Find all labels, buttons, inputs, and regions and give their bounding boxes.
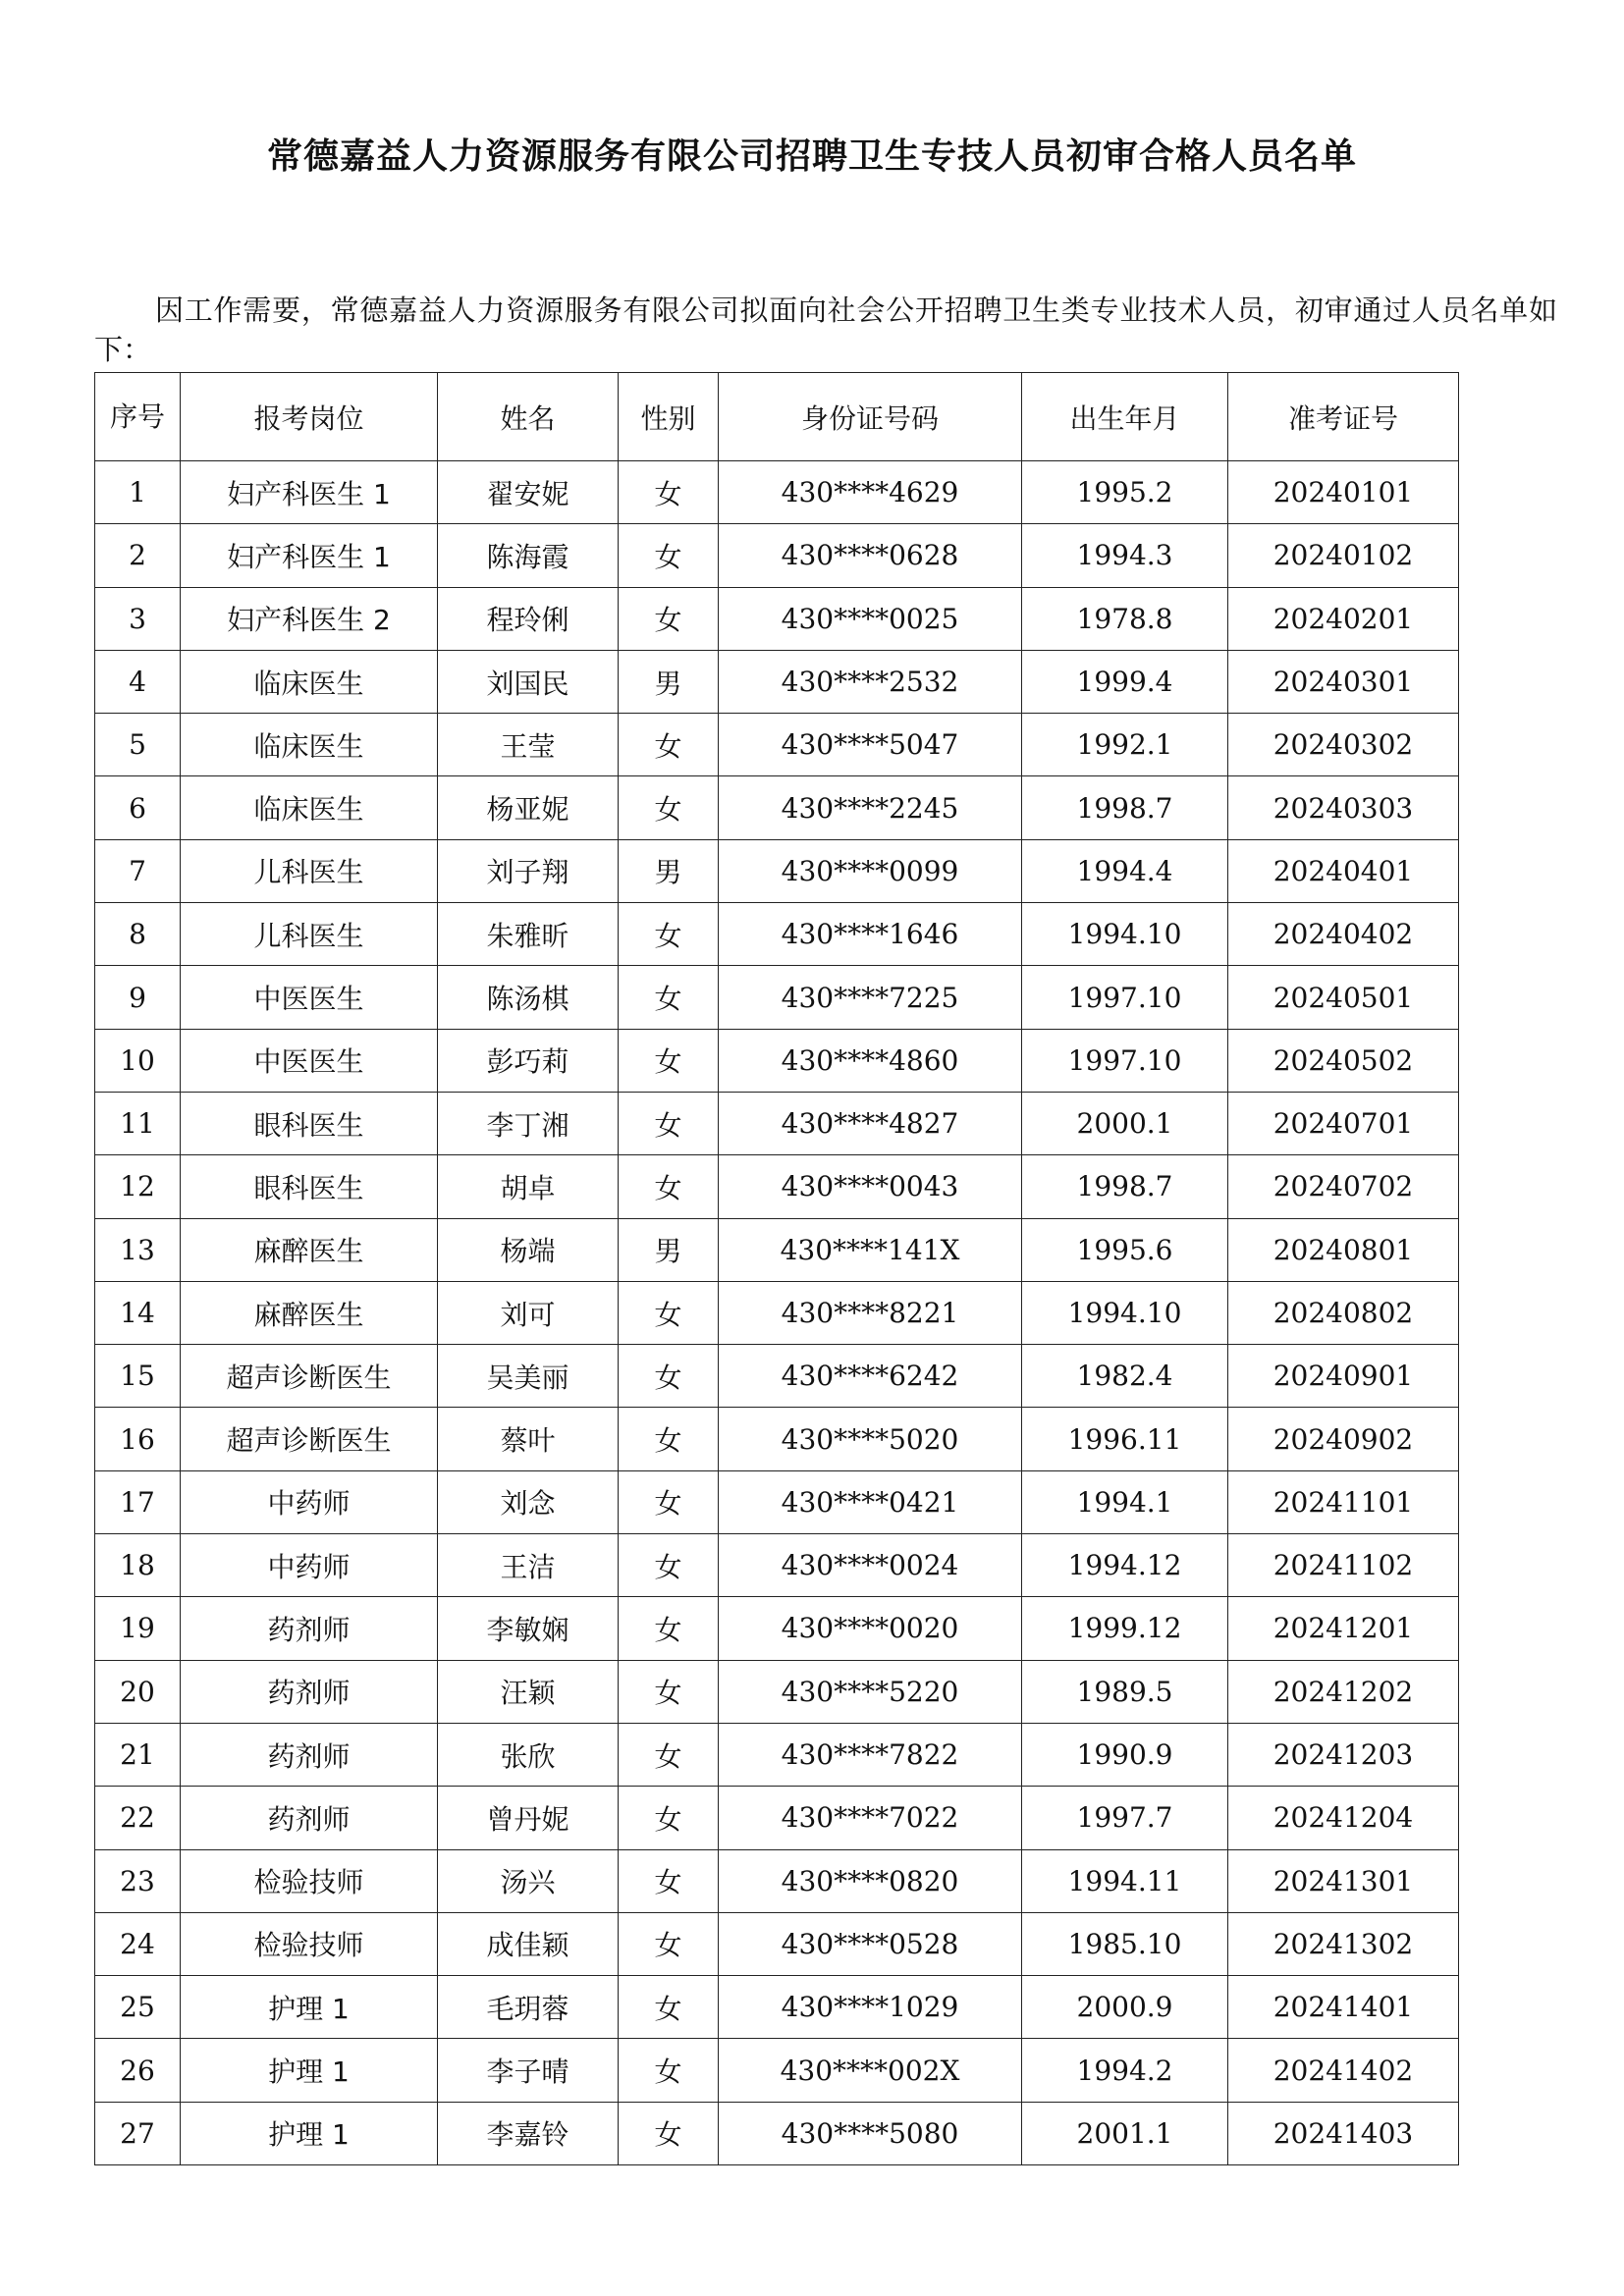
table-row bbox=[95, 2102, 1459, 2164]
cell-name: 刘国民 bbox=[438, 650, 619, 713]
cell-name: 程玲俐 bbox=[438, 587, 619, 650]
table-row bbox=[95, 1912, 1459, 1975]
cell-name: 张欣 bbox=[438, 1723, 619, 1786]
cell-birth: 1992.1 bbox=[1022, 714, 1228, 776]
cell-name: 刘子翔 bbox=[438, 839, 619, 902]
cell-id-number: 430****2245 bbox=[719, 776, 1022, 839]
cell-birth: 1999.12 bbox=[1022, 1597, 1228, 1660]
cell-id-number: 430****7822 bbox=[719, 1723, 1022, 1786]
cell-birth: 1998.7 bbox=[1022, 776, 1228, 839]
cell-seq: 14 bbox=[95, 1281, 181, 1344]
cell-exam-no: 20240802 bbox=[1228, 1281, 1459, 1344]
cell-exam-no: 20240501 bbox=[1228, 966, 1459, 1029]
cell-seq: 5 bbox=[95, 714, 181, 776]
cell-seq: 26 bbox=[95, 2039, 181, 2102]
cell-id-number: 430****5220 bbox=[719, 1660, 1022, 1723]
cell-exam-no: 20241302 bbox=[1228, 1912, 1459, 1975]
cell-gender: 女 bbox=[619, 1408, 719, 1470]
cell-name: 杨亚妮 bbox=[438, 776, 619, 839]
cell-id-number: 430****2532 bbox=[719, 650, 1022, 713]
intro-paragraph: 因工作需要，常德嘉益人力资源服务有限公司拟面向社会公开招聘卫生类专业技术人员，初审通过人员名单如下： bbox=[94, 294, 1557, 366]
cell-position: 药剂师 bbox=[181, 1660, 438, 1723]
cell-position: 检验技师 bbox=[181, 1849, 438, 1912]
header-row bbox=[95, 373, 1459, 461]
cell-position: 护理 1 bbox=[181, 2039, 438, 2102]
cell-gender: 女 bbox=[619, 1976, 719, 2039]
cell-gender: 女 bbox=[619, 2039, 719, 2102]
cell-id-number: 430****4629 bbox=[719, 461, 1022, 524]
cell-id-number: 430****0025 bbox=[719, 587, 1022, 650]
cell-id-number: 430****4827 bbox=[719, 1092, 1022, 1154]
table-row bbox=[95, 903, 1459, 966]
cell-exam-no: 20240101 bbox=[1228, 461, 1459, 524]
header-name: 姓名 bbox=[438, 373, 619, 461]
cell-exam-no: 20241102 bbox=[1228, 1534, 1459, 1597]
cell-position: 检验技师 bbox=[181, 1912, 438, 1975]
cell-name: 李丁湘 bbox=[438, 1092, 619, 1154]
cell-id-number: 430****5080 bbox=[719, 2102, 1022, 2164]
header-position: 报考岗位 bbox=[181, 373, 438, 461]
cell-seq: 12 bbox=[95, 1155, 181, 1218]
table-row bbox=[95, 524, 1459, 587]
cell-seq: 8 bbox=[95, 903, 181, 966]
cell-gender: 女 bbox=[619, 587, 719, 650]
cell-seq: 7 bbox=[95, 839, 181, 902]
cell-id-number: 430****0099 bbox=[719, 839, 1022, 902]
cell-name: 彭巧莉 bbox=[438, 1029, 619, 1092]
cell-position: 妇产科医生 1 bbox=[181, 461, 438, 524]
cell-id-number: 430****1029 bbox=[719, 1976, 1022, 2039]
cell-exam-no: 20240201 bbox=[1228, 587, 1459, 650]
table-row bbox=[95, 461, 1459, 524]
cell-id-number: 430****8221 bbox=[719, 1281, 1022, 1344]
table-row bbox=[95, 1597, 1459, 1660]
cell-id-number: 430****5020 bbox=[719, 1408, 1022, 1470]
cell-name: 杨端 bbox=[438, 1218, 619, 1281]
cell-gender: 女 bbox=[619, 1345, 719, 1408]
cell-birth: 1994.12 bbox=[1022, 1534, 1228, 1597]
cell-gender: 女 bbox=[619, 1029, 719, 1092]
cell-name: 毛玥蓉 bbox=[438, 1976, 619, 2039]
cell-id-number: 430****0043 bbox=[719, 1155, 1022, 1218]
cell-exam-no: 20240402 bbox=[1228, 903, 1459, 966]
cell-position: 中医医生 bbox=[181, 1029, 438, 1092]
cell-position: 超声诊断医生 bbox=[181, 1345, 438, 1408]
cell-id-number: 430****6242 bbox=[719, 1345, 1022, 1408]
cell-birth: 1997.10 bbox=[1022, 966, 1228, 1029]
cell-exam-no: 20241402 bbox=[1228, 2039, 1459, 2102]
cell-gender: 女 bbox=[619, 1849, 719, 1912]
table-row bbox=[95, 1155, 1459, 1218]
table-row bbox=[95, 1849, 1459, 1912]
cell-name: 陈海霞 bbox=[438, 524, 619, 587]
cell-seq: 3 bbox=[95, 587, 181, 650]
cell-name: 陈汤棋 bbox=[438, 966, 619, 1029]
cell-exam-no: 20241204 bbox=[1228, 1787, 1459, 1849]
cell-name: 胡卓 bbox=[438, 1155, 619, 1218]
cell-gender: 女 bbox=[619, 1660, 719, 1723]
table-row bbox=[95, 1534, 1459, 1597]
cell-id-number: 430****1646 bbox=[719, 903, 1022, 966]
cell-birth: 1996.11 bbox=[1022, 1408, 1228, 1470]
cell-seq: 2 bbox=[95, 524, 181, 587]
cell-seq: 10 bbox=[95, 1029, 181, 1092]
cell-position: 儿科医生 bbox=[181, 903, 438, 966]
cell-seq: 1 bbox=[95, 461, 181, 524]
cell-name: 成佳颖 bbox=[438, 1912, 619, 1975]
cell-exam-no: 20240801 bbox=[1228, 1218, 1459, 1281]
cell-id-number: 430****0024 bbox=[719, 1534, 1022, 1597]
cell-birth: 1994.4 bbox=[1022, 839, 1228, 902]
cell-exam-no: 20240502 bbox=[1228, 1029, 1459, 1092]
cell-seq: 13 bbox=[95, 1218, 181, 1281]
cell-id-number: 430****002X bbox=[719, 2039, 1022, 2102]
cell-exam-no: 20240401 bbox=[1228, 839, 1459, 902]
cell-name: 蔡叶 bbox=[438, 1408, 619, 1470]
cell-position: 妇产科医生 1 bbox=[181, 524, 438, 587]
cell-gender: 女 bbox=[619, 903, 719, 966]
table-row bbox=[95, 776, 1459, 839]
cell-name: 王莹 bbox=[438, 714, 619, 776]
cell-id-number: 430****0528 bbox=[719, 1912, 1022, 1975]
table-row bbox=[95, 2039, 1459, 2102]
cell-name: 刘可 bbox=[438, 1281, 619, 1344]
cell-gender: 男 bbox=[619, 839, 719, 902]
cell-exam-no: 20240303 bbox=[1228, 776, 1459, 839]
cell-position: 中药师 bbox=[181, 1534, 438, 1597]
cell-position: 药剂师 bbox=[181, 1723, 438, 1786]
cell-name: 李子晴 bbox=[438, 2039, 619, 2102]
cell-birth: 1994.3 bbox=[1022, 524, 1228, 587]
cell-position: 中药师 bbox=[181, 1470, 438, 1533]
candidate-table bbox=[94, 372, 1459, 2165]
cell-name: 王洁 bbox=[438, 1534, 619, 1597]
cell-seq: 25 bbox=[95, 1976, 181, 2039]
table-row bbox=[95, 1281, 1459, 1344]
table-row bbox=[95, 1976, 1459, 2039]
cell-exam-no: 20241203 bbox=[1228, 1723, 1459, 1786]
cell-position: 临床医生 bbox=[181, 650, 438, 713]
cell-name: 曾丹妮 bbox=[438, 1787, 619, 1849]
cell-gender: 女 bbox=[619, 524, 719, 587]
cell-birth: 1978.8 bbox=[1022, 587, 1228, 650]
table-row bbox=[95, 1470, 1459, 1533]
cell-position: 眼科医生 bbox=[181, 1155, 438, 1218]
cell-exam-no: 20241403 bbox=[1228, 2102, 1459, 2164]
table-row bbox=[95, 1723, 1459, 1786]
cell-name: 吴美丽 bbox=[438, 1345, 619, 1408]
cell-id-number: 430****0020 bbox=[719, 1597, 1022, 1660]
cell-id-number: 430****0820 bbox=[719, 1849, 1022, 1912]
cell-seq: 16 bbox=[95, 1408, 181, 1470]
table-body bbox=[95, 461, 1459, 2165]
cell-name: 刘念 bbox=[438, 1470, 619, 1533]
cell-gender: 女 bbox=[619, 1281, 719, 1344]
cell-gender: 女 bbox=[619, 2102, 719, 2164]
cell-birth: 1997.7 bbox=[1022, 1787, 1228, 1849]
cell-exam-no: 20241202 bbox=[1228, 1660, 1459, 1723]
cell-name: 翟安妮 bbox=[438, 461, 619, 524]
cell-position: 麻醉医生 bbox=[181, 1281, 438, 1344]
cell-birth: 1994.11 bbox=[1022, 1849, 1228, 1912]
cell-position: 药剂师 bbox=[181, 1597, 438, 1660]
cell-position: 临床医生 bbox=[181, 714, 438, 776]
cell-exam-no: 20240102 bbox=[1228, 524, 1459, 587]
header-birth: 出生年月 bbox=[1022, 373, 1228, 461]
table-row bbox=[95, 1218, 1459, 1281]
cell-position: 儿科医生 bbox=[181, 839, 438, 902]
cell-gender: 女 bbox=[619, 776, 719, 839]
table-row bbox=[95, 1029, 1459, 1092]
cell-position: 超声诊断医生 bbox=[181, 1408, 438, 1470]
cell-position: 妇产科医生 2 bbox=[181, 587, 438, 650]
cell-seq: 21 bbox=[95, 1723, 181, 1786]
cell-birth: 2000.9 bbox=[1022, 1976, 1228, 2039]
header-id-number: 身份证号码 bbox=[719, 373, 1022, 461]
table-row bbox=[95, 1092, 1459, 1154]
cell-birth: 1998.7 bbox=[1022, 1155, 1228, 1218]
cell-exam-no: 20241401 bbox=[1228, 1976, 1459, 2039]
cell-id-number: 430****5047 bbox=[719, 714, 1022, 776]
cell-birth: 1990.9 bbox=[1022, 1723, 1228, 1786]
cell-seq: 18 bbox=[95, 1534, 181, 1597]
cell-position: 中医医生 bbox=[181, 966, 438, 1029]
table-row bbox=[95, 966, 1459, 1029]
cell-gender: 女 bbox=[619, 461, 719, 524]
cell-exam-no: 20240302 bbox=[1228, 714, 1459, 776]
cell-id-number: 430****7022 bbox=[719, 1787, 1022, 1849]
cell-gender: 女 bbox=[619, 1092, 719, 1154]
cell-id-number: 430****7225 bbox=[719, 966, 1022, 1029]
table-row bbox=[95, 1345, 1459, 1408]
header-gender: 性别 bbox=[619, 373, 719, 461]
cell-exam-no: 20240702 bbox=[1228, 1155, 1459, 1218]
cell-seq: 9 bbox=[95, 966, 181, 1029]
header-exam-no: 准考证号 bbox=[1228, 373, 1459, 461]
cell-birth: 1994.10 bbox=[1022, 1281, 1228, 1344]
cell-seq: 20 bbox=[95, 1660, 181, 1723]
cell-position: 护理 1 bbox=[181, 2102, 438, 2164]
cell-gender: 女 bbox=[619, 1155, 719, 1218]
cell-position: 麻醉医生 bbox=[181, 1218, 438, 1281]
table-row bbox=[95, 587, 1459, 650]
cell-gender: 男 bbox=[619, 650, 719, 713]
cell-position: 眼科医生 bbox=[181, 1092, 438, 1154]
cell-birth: 1994.1 bbox=[1022, 1470, 1228, 1533]
cell-gender: 女 bbox=[619, 1723, 719, 1786]
cell-name: 汪颖 bbox=[438, 1660, 619, 1723]
table-row bbox=[95, 714, 1459, 776]
cell-position: 临床医生 bbox=[181, 776, 438, 839]
cell-seq: 6 bbox=[95, 776, 181, 839]
cell-birth: 1994.2 bbox=[1022, 2039, 1228, 2102]
cell-gender: 女 bbox=[619, 966, 719, 1029]
cell-seq: 15 bbox=[95, 1345, 181, 1408]
document-title: 常德嘉益人力资源服务有限公司招聘卫生专技人员初审合格人员名单 bbox=[266, 136, 1357, 177]
cell-id-number: 430****0628 bbox=[719, 524, 1022, 587]
table-row bbox=[95, 1408, 1459, 1470]
cell-gender: 女 bbox=[619, 1597, 719, 1660]
cell-name: 李嘉铃 bbox=[438, 2102, 619, 2164]
cell-birth: 1989.5 bbox=[1022, 1660, 1228, 1723]
cell-seq: 22 bbox=[95, 1787, 181, 1849]
cell-birth: 2001.1 bbox=[1022, 2102, 1228, 2164]
cell-gender: 女 bbox=[619, 1534, 719, 1597]
cell-gender: 女 bbox=[619, 714, 719, 776]
table-row bbox=[95, 1787, 1459, 1849]
cell-seq: 24 bbox=[95, 1912, 181, 1975]
cell-seq: 4 bbox=[95, 650, 181, 713]
table-row bbox=[95, 839, 1459, 902]
cell-name: 朱雅昕 bbox=[438, 903, 619, 966]
cell-exam-no: 20241201 bbox=[1228, 1597, 1459, 1660]
cell-birth: 1995.2 bbox=[1022, 461, 1228, 524]
cell-name: 汤兴 bbox=[438, 1849, 619, 1912]
cell-position: 药剂师 bbox=[181, 1787, 438, 1849]
cell-seq: 27 bbox=[95, 2102, 181, 2164]
cell-position: 护理 1 bbox=[181, 1976, 438, 2039]
cell-birth: 1985.10 bbox=[1022, 1912, 1228, 1975]
header-seq: 序号 bbox=[95, 373, 181, 461]
cell-birth: 1999.4 bbox=[1022, 650, 1228, 713]
cell-birth: 1995.6 bbox=[1022, 1218, 1228, 1281]
cell-seq: 11 bbox=[95, 1092, 181, 1154]
table-row bbox=[95, 1660, 1459, 1723]
cell-seq: 23 bbox=[95, 1849, 181, 1912]
cell-seq: 19 bbox=[95, 1597, 181, 1660]
cell-birth: 2000.1 bbox=[1022, 1092, 1228, 1154]
cell-birth: 1994.10 bbox=[1022, 903, 1228, 966]
cell-gender: 男 bbox=[619, 1218, 719, 1281]
cell-exam-no: 20241101 bbox=[1228, 1470, 1459, 1533]
cell-exam-no: 20241301 bbox=[1228, 1849, 1459, 1912]
cell-gender: 女 bbox=[619, 1912, 719, 1975]
cell-id-number: 430****0421 bbox=[719, 1470, 1022, 1533]
cell-gender: 女 bbox=[619, 1787, 719, 1849]
table-row bbox=[95, 650, 1459, 713]
cell-name: 李敏娴 bbox=[438, 1597, 619, 1660]
cell-exam-no: 20240901 bbox=[1228, 1345, 1459, 1408]
cell-birth: 1982.4 bbox=[1022, 1345, 1228, 1408]
cell-birth: 1997.10 bbox=[1022, 1029, 1228, 1092]
cell-exam-no: 20240301 bbox=[1228, 650, 1459, 713]
cell-id-number: 430****141X bbox=[719, 1218, 1022, 1281]
cell-seq: 17 bbox=[95, 1470, 181, 1533]
cell-id-number: 430****4860 bbox=[719, 1029, 1022, 1092]
cell-exam-no: 20240701 bbox=[1228, 1092, 1459, 1154]
cell-gender: 女 bbox=[619, 1470, 719, 1533]
table-header bbox=[95, 373, 1459, 461]
cell-exam-no: 20240902 bbox=[1228, 1408, 1459, 1470]
